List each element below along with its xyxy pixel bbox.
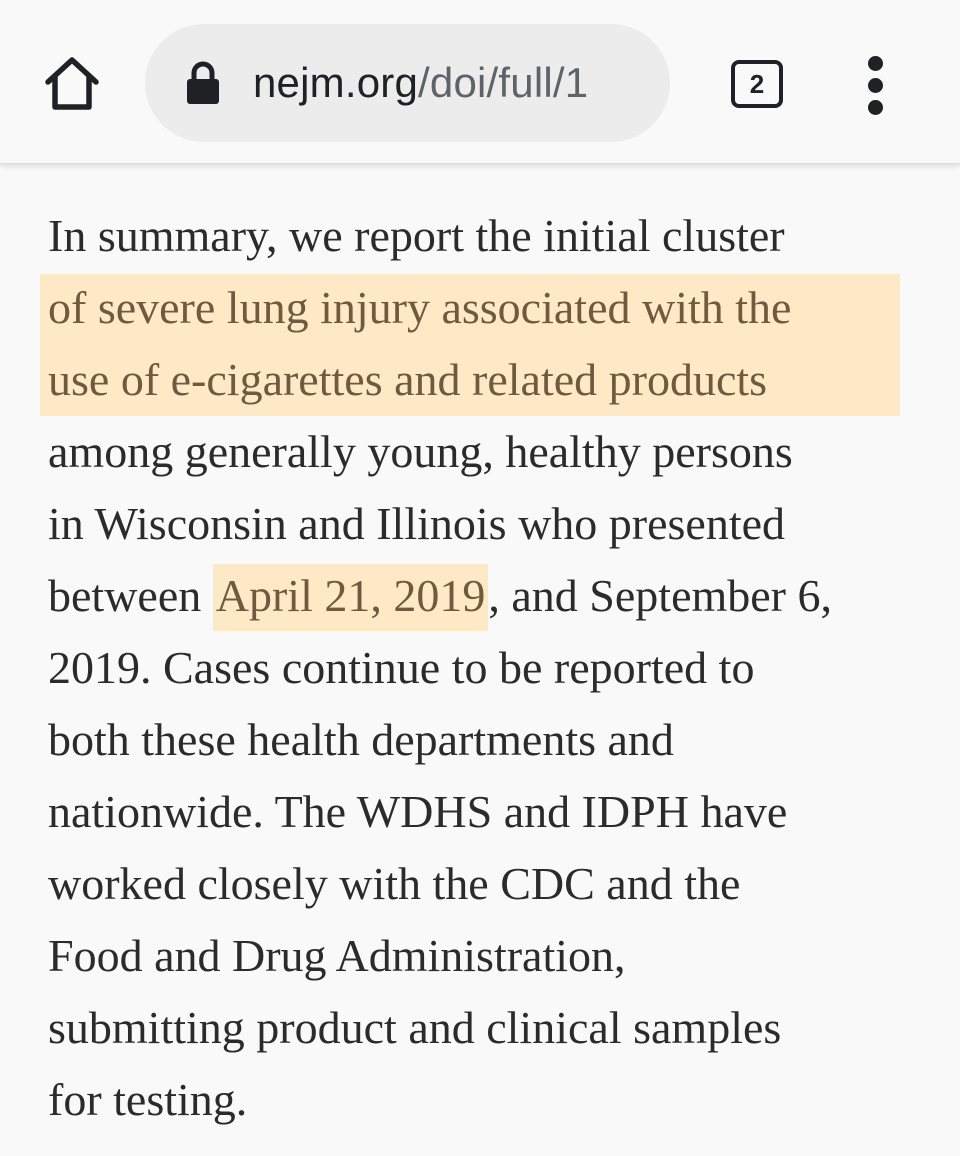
- article-line-9: nationwide. The WDHS and IDPH have: [48, 786, 788, 837]
- article-line-7: 2019. Cases continue to be reported to: [48, 642, 755, 693]
- article-line-6: [48, 560, 928, 632]
- browser-toolbar: [0, 0, 960, 164]
- url-path: /doi/full/1: [418, 59, 589, 106]
- article-line-1: In summary, we report the initial cluster: [48, 210, 785, 261]
- article-line-2-highlighted: of severe lung injury associated with the: [48, 282, 792, 333]
- article-line-5: in Wisconsin and Illinois who presented: [48, 498, 786, 549]
- home-icon: [40, 52, 104, 116]
- article-line-13: for testing.: [48, 1074, 248, 1125]
- article-line-6-start: between: [48, 570, 202, 621]
- highlighted-date: April 21, 2019: [213, 564, 489, 631]
- article-line-4: among generally young, healthy persons: [48, 426, 793, 477]
- article-line-10: worked closely with the CDC and the: [48, 858, 741, 909]
- url-host: nejm.org: [253, 59, 419, 106]
- article-line-12: submitting product and clinical samples: [48, 1002, 782, 1053]
- article-paragraph: [48, 200, 928, 1136]
- article-line-11: Food and Drug Administration,: [48, 930, 626, 981]
- tab-switcher-icon: [731, 60, 783, 108]
- home-button[interactable]: [40, 52, 104, 116]
- article-line-8: both these health departments and: [48, 714, 674, 765]
- tab-count: 2: [749, 69, 765, 99]
- more-vert-icon[interactable]: [860, 54, 892, 116]
- lock-icon[interactable]: [185, 61, 221, 105]
- article-line-6-end: , and September 6,: [488, 570, 833, 621]
- article-line-3-highlighted: use of e-cigarettes and related products: [48, 354, 768, 405]
- tab-switcher-button[interactable]: [728, 57, 784, 109]
- address-bar[interactable]: [145, 24, 670, 142]
- url-text[interactable]: [253, 24, 588, 142]
